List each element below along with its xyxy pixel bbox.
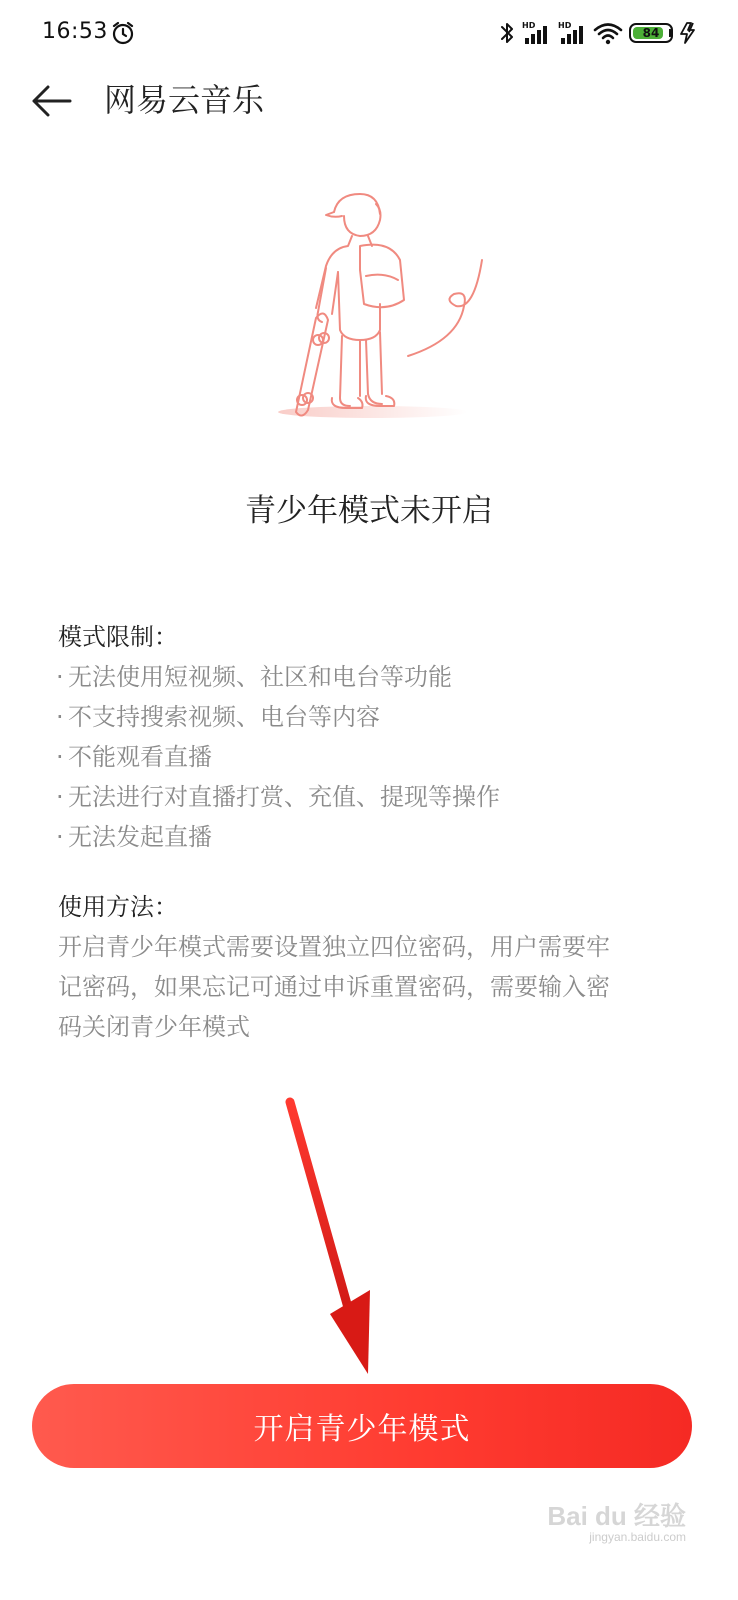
restriction-item: · 无法进行对直播打赏、充值、提现等操作 (58, 777, 688, 817)
cellular-signal-icon (557, 20, 587, 46)
usage-section (58, 887, 688, 1047)
status-bar (0, 0, 738, 68)
usage-text-line: 开启青少年模式需要设置独立四位密码，用户需要牢 (58, 933, 610, 961)
signal-hd-label: HD (522, 21, 536, 30)
battery-icon (629, 23, 673, 43)
teen-mode-info (58, 617, 688, 1047)
restrictions-list (58, 657, 688, 857)
enable-teen-mode-button[interactable]: 开启青少年模式 (32, 1384, 692, 1468)
wifi-icon (593, 20, 623, 46)
teen-mode-status-heading: 青少年模式未开启 (245, 493, 493, 529)
back-button[interactable] (26, 76, 76, 126)
restriction-item: · 不能观看直播 (58, 737, 688, 777)
cellular-signal-icon (521, 20, 551, 46)
usage-title: 使用方法： (58, 893, 178, 921)
battery-level: 84 (642, 26, 660, 40)
status-icons (499, 18, 698, 48)
restriction-item: · 无法使用短视频、社区和电台等功能 (58, 657, 688, 697)
charging-icon (678, 20, 698, 46)
restrictions-title: 模式限制： (58, 623, 178, 651)
restriction-item: · 不支持搜索视频、电台等内容 (58, 697, 688, 737)
usage-text-line: 记密码，如果忘记可通过申诉重置密码，需要输入密 (58, 973, 610, 1001)
bluetooth-icon (499, 20, 515, 46)
signal-hd-label: HD (558, 21, 572, 30)
status-time: 16:53 (42, 19, 108, 44)
watermark-text: Bai du 经验 (547, 1501, 686, 1531)
watermark-url: jingyan.baidu.com (589, 1530, 686, 1544)
baidu-jingyan-watermark (547, 1502, 686, 1544)
teen-skateboarder-illustration (268, 180, 498, 430)
arrow-left-icon (30, 85, 72, 117)
app-bar (0, 68, 738, 132)
alarm-clock-icon (110, 20, 136, 46)
restriction-item: · 无法发起直播 (58, 817, 688, 857)
usage-text-line: 码关闭青少年模式 (58, 1013, 250, 1041)
page-title: 网易云音乐 (104, 81, 265, 119)
annotation-arrow-icon (270, 1090, 390, 1380)
